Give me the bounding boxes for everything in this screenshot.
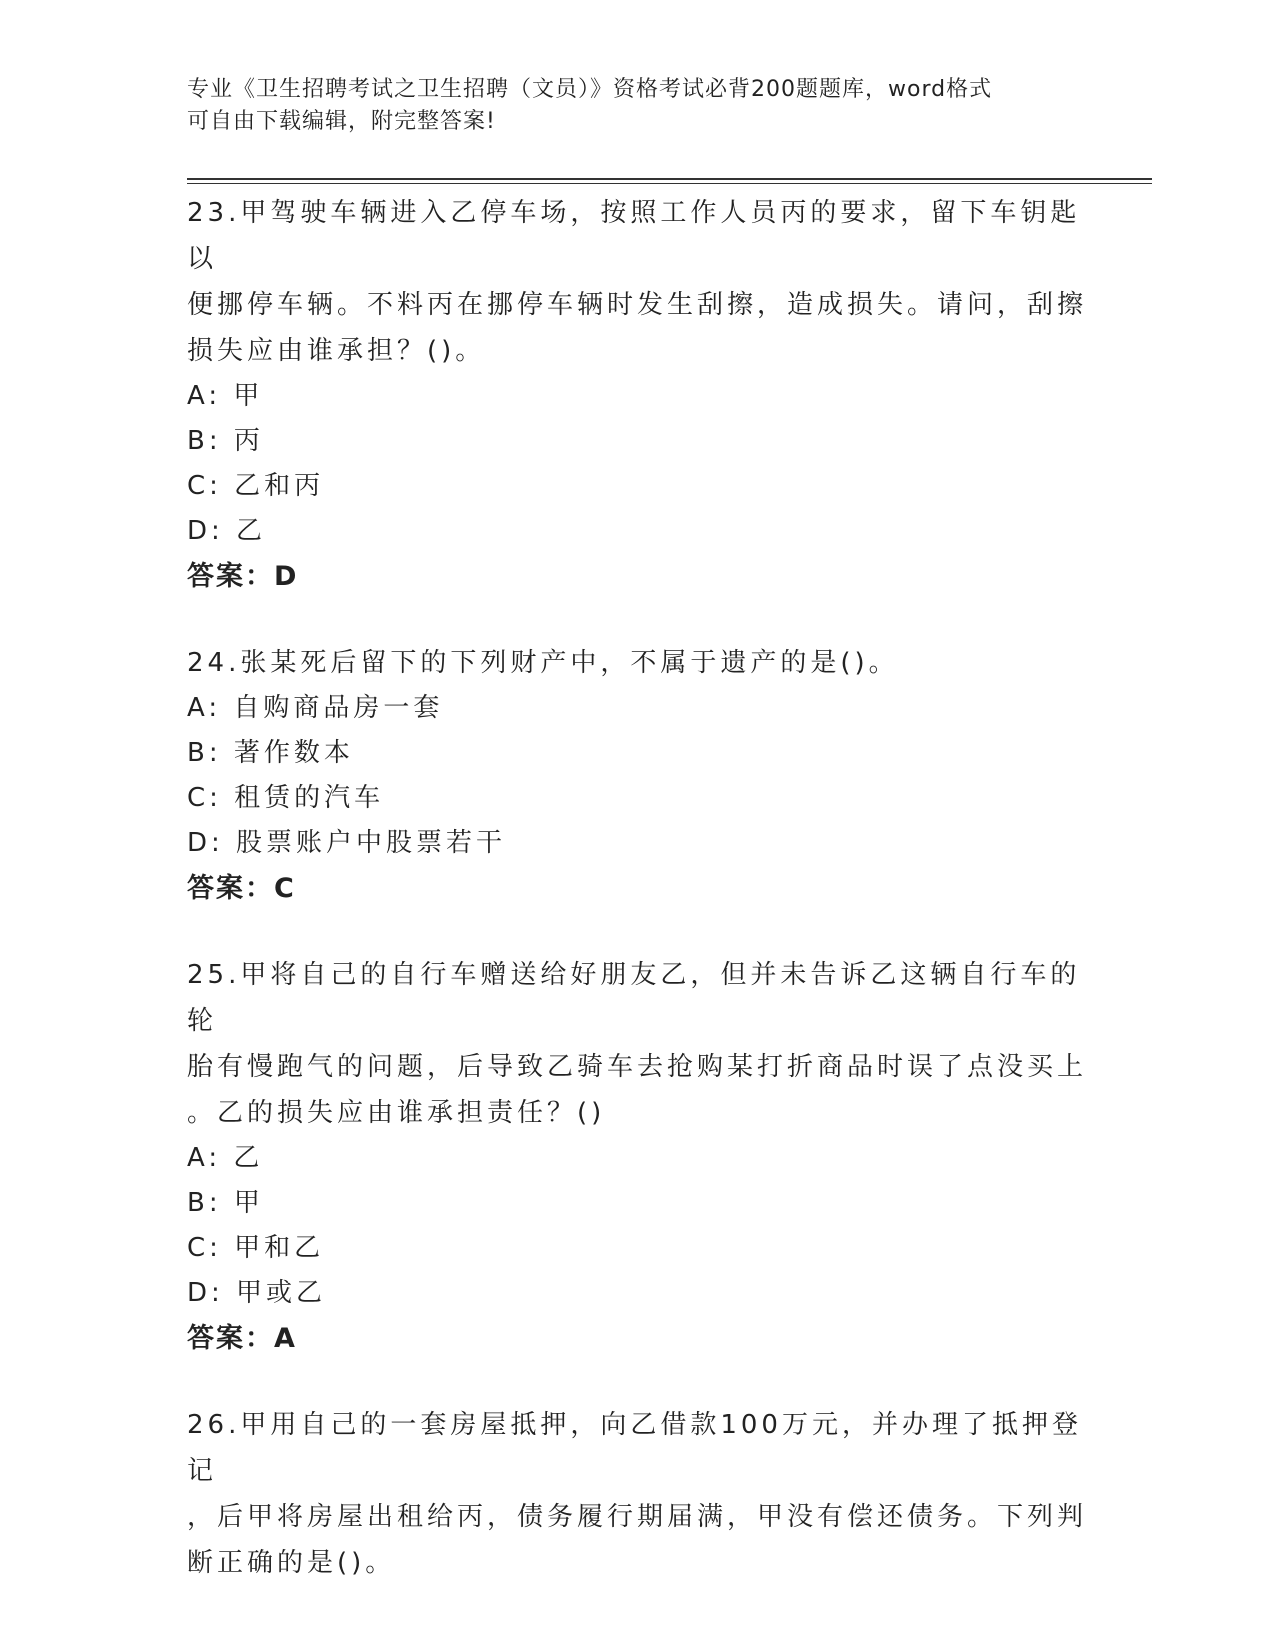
header-line-2: 可自由下载编辑，附完整答案!: [187, 109, 496, 134]
option-d: D: 乙: [187, 516, 267, 546]
option-d: D: 甲或乙: [187, 1278, 327, 1308]
question-stem: [187, 190, 1087, 374]
question-item: [187, 190, 1087, 600]
question-stem: [187, 1402, 1087, 1586]
question-stem-line: 25.甲将自己的自行车赠送给好朋友乙，但并未告诉乙这辆自行车的轮: [187, 960, 1081, 1036]
question-stem-line: ，后甲将房屋出租给丙，债务履行期届满，甲没有偿还债务。下列判: [187, 1502, 1088, 1532]
answer-line: 答案：C: [187, 873, 296, 904]
question-stem-line: 断正确的是()。: [187, 1548, 396, 1578]
question-stem-line: 。乙的损失应由谁承担责任？(): [187, 1098, 606, 1128]
option-a: A: 自购商品房一套: [187, 693, 444, 723]
question-stem: [187, 952, 1087, 1136]
question-stem-line: 便挪停车辆。不料丙在挪停车辆时发生刮擦，造成损失。请问，刮擦: [187, 290, 1088, 320]
answer-line: 答案：A: [187, 1323, 297, 1354]
answer-line: 答案：D: [187, 561, 299, 592]
question-stem-line: 损失应由谁承担？()。: [187, 336, 486, 366]
question-stem: [187, 640, 1087, 686]
question-stem-line: 26.甲用自己的一套房屋抵押，向乙借款100万元，并办理了抵押登记: [187, 1410, 1082, 1486]
option-a: A: 乙: [187, 1143, 264, 1173]
question-item: [187, 1402, 1087, 1586]
option-d: D: 股票账户中股票若干: [187, 828, 507, 858]
option-c: C: 甲和乙: [187, 1233, 325, 1263]
header-divider-thick: [187, 178, 1152, 180]
option-b: B: 甲: [187, 1188, 264, 1218]
option-c: C: 租赁的汽车: [187, 783, 385, 813]
header-line-1: 专业《卫生招聘考试之卫生招聘（文员）》资格考试必背200题题库，word格式: [187, 77, 993, 102]
question-stem-line: 23.甲驾驶车辆进入乙停车场，按照工作人员丙的要求，留下车钥匙以: [187, 198, 1081, 274]
question-stem-line: 24.张某死后留下的下列财产中，不属于遗产的是()。: [187, 648, 899, 678]
header-divider-thin: [187, 183, 1152, 184]
question-stem-line: 胎有慢跑气的问题，后导致乙骑车去抢购某打折商品时误了点没买上: [187, 1052, 1088, 1082]
document-header: [187, 74, 1067, 138]
option-b: B: 丙: [187, 426, 264, 456]
question-item: [187, 640, 1087, 912]
option-b: B: 著作数本: [187, 738, 354, 768]
option-c: C: 乙和丙: [187, 471, 325, 501]
question-list: [187, 190, 1087, 1626]
question-item: [187, 952, 1087, 1362]
option-a: A: 甲: [187, 381, 264, 411]
